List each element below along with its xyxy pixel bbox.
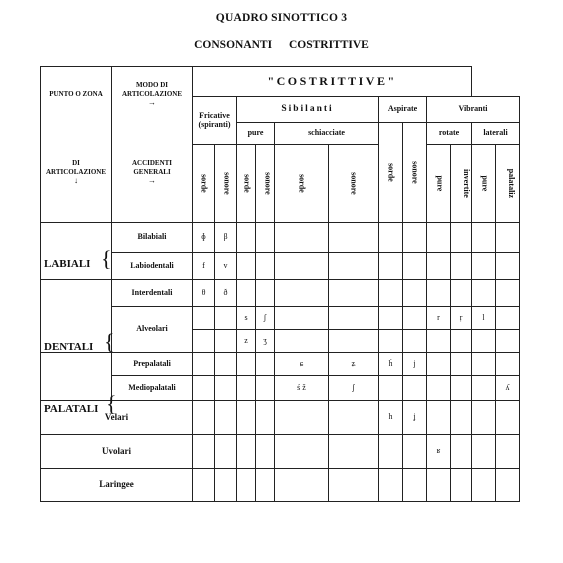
header-rotate-invertite: invertite [451, 145, 472, 223]
symbol-cell [215, 469, 237, 502]
symbol-cell: z [237, 330, 256, 353]
symbol-cell [427, 253, 451, 280]
brace-labiali: { [101, 246, 112, 271]
symbol-cell: h [379, 401, 403, 435]
symbol-cell [403, 223, 427, 253]
header-aspirate: Aspirate [379, 97, 427, 123]
symbol-cell [472, 435, 496, 469]
symbol-cell [379, 280, 403, 307]
symbol-cell [472, 330, 496, 353]
symbol-cell [275, 330, 329, 353]
symbol-cell: ɕ [275, 353, 329, 376]
row-label: Interdentali [112, 280, 193, 307]
symbol-cell [329, 401, 379, 435]
symbol-cell [496, 435, 520, 469]
group-dentali: DENTALI [44, 341, 94, 353]
symbol-cell [472, 223, 496, 253]
header-laterali-palataliz: palataliz [496, 145, 520, 223]
row-label: Mediopalatali [112, 376, 193, 401]
symbol-cell: θ [193, 280, 215, 307]
symbol-cell [193, 307, 215, 330]
brace-dentali: { [104, 329, 115, 354]
symbol-cell [193, 376, 215, 401]
symbol-cell [237, 376, 256, 401]
header-accidenti: ACCIDENTI GENERALI → [112, 123, 193, 223]
symbol-cell [256, 223, 275, 253]
symbol-cell [329, 469, 379, 502]
symbol-cell [496, 280, 520, 307]
header-laterali: laterali [472, 123, 520, 145]
symbol-cell [403, 253, 427, 280]
symbol-cell [329, 253, 379, 280]
symbol-cell [237, 435, 256, 469]
symbol-cell [379, 435, 403, 469]
symbol-cell [427, 469, 451, 502]
symbol-cell [275, 435, 329, 469]
header-rotate: rotate [427, 123, 472, 145]
symbol-cell [379, 330, 403, 353]
symbol-cell [451, 401, 472, 435]
symbol-cell [379, 223, 403, 253]
symbol-cell [496, 223, 520, 253]
header-punto-2: DI ARTICOLAZIONE ↓ [41, 123, 112, 223]
symbol-cell [379, 469, 403, 502]
symbol-cell [472, 253, 496, 280]
group-palatali: PALATALI [44, 403, 99, 415]
symbol-cell [403, 376, 427, 401]
symbol-cell [403, 435, 427, 469]
header-laterali-pure: pure [472, 145, 496, 223]
symbol-cell [193, 469, 215, 502]
symbol-cell: ʃ [256, 307, 275, 330]
symbol-cell [193, 401, 215, 435]
row-label: Laringee [41, 469, 193, 502]
table-row [41, 435, 520, 469]
symbol-cell [329, 280, 379, 307]
table-row [41, 223, 520, 253]
symbol-cell [275, 223, 329, 253]
symbol-cell [451, 280, 472, 307]
symbol-cell [215, 353, 237, 376]
symbol-cell: ʁ [427, 435, 451, 469]
symbol-cell [403, 330, 427, 353]
header-punto: PUNTO O ZONA [41, 67, 112, 123]
page-subtitle: CONSONANTI COSTRITTIVE [194, 39, 369, 51]
symbol-cell: j [403, 353, 427, 376]
symbol-cell [427, 223, 451, 253]
symbol-cell [451, 223, 472, 253]
row-label: Uvolari [41, 435, 193, 469]
symbol-cell: ḣ [379, 353, 403, 376]
header-pure: pure [237, 123, 275, 145]
symbol-cell [496, 330, 520, 353]
row-label: Prepalatali [112, 353, 193, 376]
symbol-cell [237, 280, 256, 307]
symbol-cell [275, 307, 329, 330]
symbol-cell [275, 469, 329, 502]
symbol-cell [472, 469, 496, 502]
symbol-cell [256, 401, 275, 435]
symbol-cell [215, 435, 237, 469]
symbol-cell [472, 280, 496, 307]
header-aspirate-sorde: sorde [379, 123, 403, 223]
symbol-cell [256, 376, 275, 401]
symbol-cell [275, 253, 329, 280]
table-row [41, 469, 520, 502]
header-vibranti: Vibranti [427, 97, 520, 123]
symbol-cell: ʎ [496, 376, 520, 401]
header-schiacciate: schiacciate [275, 123, 379, 145]
symbol-cell [275, 401, 329, 435]
symbol-cell [427, 280, 451, 307]
symbol-cell: ʝ [403, 401, 427, 435]
group-labiali: LABIALI [44, 258, 91, 270]
header-pure-sorde: sorde [237, 145, 256, 223]
symbol-cell: f [193, 253, 215, 280]
header-schiacciate-sorde: sorde [275, 145, 329, 223]
symbol-cell [427, 376, 451, 401]
header-pure-sonore: sonore [256, 145, 275, 223]
page-title: QUADRO SINOTTICO 3 [215, 12, 348, 24]
table-row [41, 307, 520, 330]
header-fricative-sonore: sonore [215, 145, 237, 223]
table-row [41, 353, 520, 376]
symbol-cell: l [472, 307, 496, 330]
symbol-cell [193, 435, 215, 469]
symbol-cell [237, 401, 256, 435]
symbol-cell: ʒ [256, 330, 275, 353]
symbol-cell [451, 435, 472, 469]
symbol-cell [427, 353, 451, 376]
symbol-cell [237, 469, 256, 502]
header-modo: MODO DI ARTICOLAZIONE → [112, 67, 193, 123]
symbol-cell [237, 253, 256, 280]
row-label: Bilabiali [112, 223, 193, 253]
symbol-cell [403, 280, 427, 307]
table-row [41, 253, 520, 280]
symbol-cell [193, 330, 215, 353]
row-label: Alveolari [112, 307, 193, 353]
symbol-cell [427, 401, 451, 435]
row-label: Velari [41, 401, 193, 435]
symbol-cell [329, 307, 379, 330]
header-costrittive: "COSTRITTIVE" [193, 67, 472, 97]
symbol-cell [451, 253, 472, 280]
row-label: Labiodentali [112, 253, 193, 280]
symbol-cell: β [215, 223, 237, 253]
symbol-cell [237, 223, 256, 253]
symbol-cell [329, 223, 379, 253]
symbol-cell: ś ž [275, 376, 329, 401]
symbol-cell [215, 376, 237, 401]
symbol-cell: s [237, 307, 256, 330]
symbol-cell [256, 253, 275, 280]
symbol-cell [215, 401, 237, 435]
header-schiacciate-sonore: sonore [329, 145, 379, 223]
symbol-cell [256, 280, 275, 307]
symbol-cell [451, 330, 472, 353]
consonant-table [40, 66, 520, 502]
symbol-cell [472, 376, 496, 401]
symbol-cell [379, 253, 403, 280]
header-fricative-sorde: sorde [193, 145, 215, 223]
symbol-cell [403, 307, 427, 330]
symbol-cell [215, 330, 237, 353]
symbol-cell: v [215, 253, 237, 280]
symbol-cell [496, 353, 520, 376]
header-fricative: Fricative (spiranti) [193, 97, 237, 145]
symbol-cell: ṛ [451, 307, 472, 330]
symbol-cell [496, 469, 520, 502]
symbol-cell [256, 469, 275, 502]
header-sibilanti: Sibilanti [237, 97, 379, 123]
symbol-cell: ʑ [329, 353, 379, 376]
table-row [41, 280, 520, 307]
symbol-cell [379, 376, 403, 401]
symbol-cell [329, 330, 379, 353]
symbol-cell [329, 435, 379, 469]
symbol-cell [215, 307, 237, 330]
symbol-cell [496, 253, 520, 280]
symbol-cell [379, 307, 403, 330]
symbol-cell [403, 469, 427, 502]
symbol-cell [451, 376, 472, 401]
symbol-cell [451, 353, 472, 376]
symbol-cell [237, 353, 256, 376]
symbol-cell: r [427, 307, 451, 330]
symbol-cell: ɸ [193, 223, 215, 253]
symbol-cell [472, 353, 496, 376]
symbol-cell [427, 330, 451, 353]
symbol-cell [193, 353, 215, 376]
brace-palatali: { [106, 391, 117, 416]
symbol-cell [472, 401, 496, 435]
group-cell [41, 353, 112, 401]
symbol-cell [496, 401, 520, 435]
symbol-cell [275, 280, 329, 307]
symbol-cell [256, 435, 275, 469]
symbol-cell: ð [215, 280, 237, 307]
header-rotate-pure: pure [427, 145, 451, 223]
symbol-cell [496, 307, 520, 330]
header-aspirate-sonore: sonore [403, 123, 427, 223]
symbol-cell [256, 353, 275, 376]
symbol-cell [451, 469, 472, 502]
symbol-cell: ʃ [329, 376, 379, 401]
